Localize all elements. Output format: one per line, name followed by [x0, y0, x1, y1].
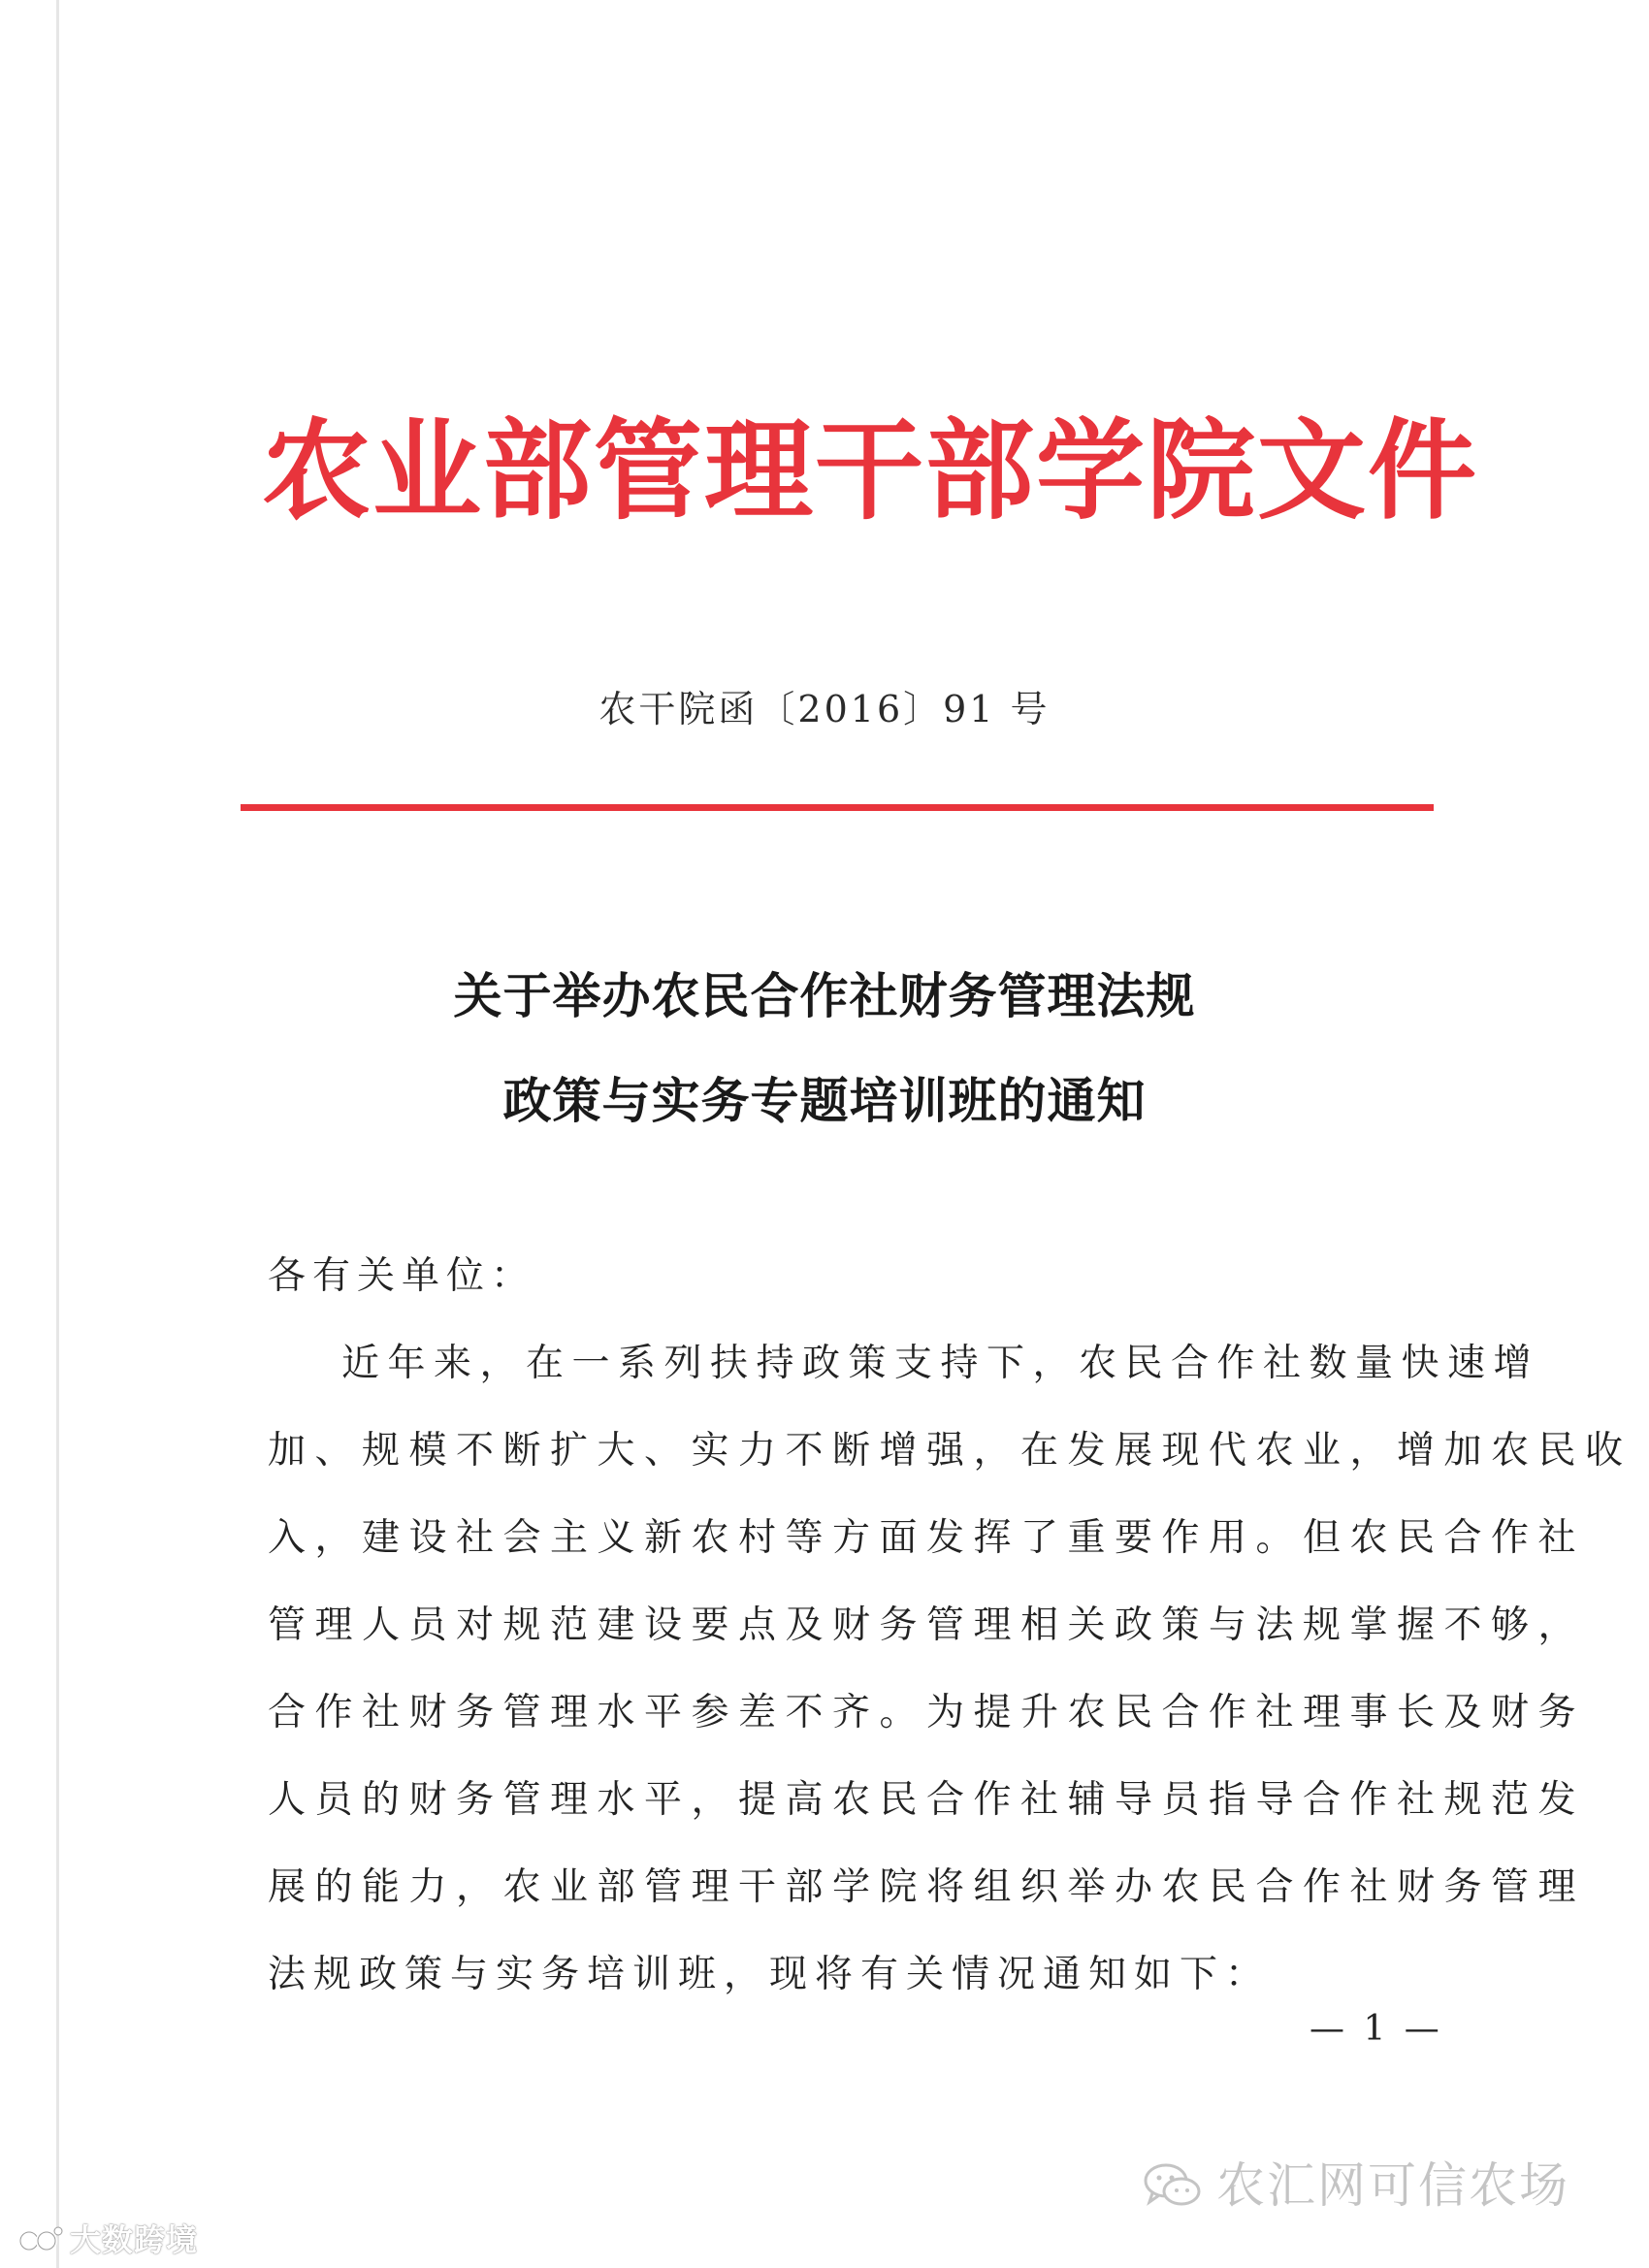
body-line: 近年来，在一系列扶持政策支持下，农民合作社数量快速增: [341, 1342, 1540, 1385]
wechat-icon: [1143, 2161, 1203, 2210]
body-line: 合作社财务管理水平参差不齐。为提升农民合作社理事长及财务: [268, 1691, 1586, 1734]
watermark-right-text: 农汇网可信农场: [1216, 2157, 1569, 2214]
notice-title-line-1: 关于举办农民合作社财务管理法规: [453, 967, 1196, 1024]
document-number: 农干院函〔2016〕91 号: [598, 688, 1051, 730]
watermark-left: [17, 2223, 198, 2256]
body-line: 入，建设社会主义新农村等方面发挥了重要作用。但农民合作社: [268, 1516, 1586, 1560]
body-line: 人员的财务管理水平，提高农民合作社辅导员指导合作社规范发: [268, 1778, 1586, 1822]
watermark-left-text: 大数跨境: [70, 2221, 199, 2258]
red-divider-line: [241, 804, 1434, 811]
notice-title-line-2: 政策与实务专题培训班的通知: [502, 1072, 1147, 1129]
page-number: — 1 —: [1310, 2009, 1443, 2049]
page-edge: [56, 0, 59, 2268]
brand-logo-icon: [17, 2223, 64, 2256]
watermark-right: [1143, 2157, 1569, 2214]
body-line: 展的能力，农业部管理干部学院将组织举办农民合作社财务管理: [268, 1865, 1586, 1909]
body-line: 法规政策与实务培训班，现将有关情况通知如下：: [268, 1953, 1272, 1996]
body-line: 管理人员对规范建设要点及财务管理相关政策与法规掌握不够，: [268, 1604, 1586, 1647]
salutation: 各有关单位：: [268, 1254, 536, 1298]
document-header-title: 农业部管理干部学院文件: [262, 407, 1478, 535]
body-line: 加、规模不断扩大、实力不断增强，在发展现代农业，增加农民收: [268, 1429, 1633, 1473]
